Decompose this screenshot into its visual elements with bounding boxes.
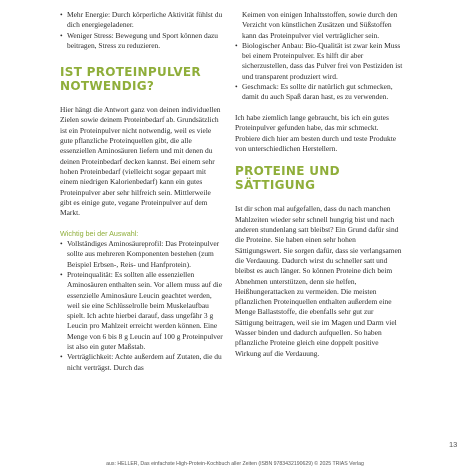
- page-number: 13: [449, 440, 458, 449]
- list-item-text: Weniger Stress: Bewegung und Sport können dazu beitragen, Stress zu reduzieren.: [67, 30, 219, 50]
- list-item: [235, 82, 403, 103]
- body-paragraph: Ist dir schon mal aufgefallen, dass du nach manchen Mahlzeiten wieder sehr schnell hungrig bist und nach anderen stundenlang satt bleibst? Ein Grund dafür sind die Proteine. Sie haben einen sehr hohen Sättigungswert. Sie sorgen dafür, dass sie verlangsamen die Verdauung. Dadurch wirst du schneller satt und bleibst es auch länger. So können Proteine dich beim Abnehmen unterstützen, denn sie helfen, Heißhungerattacken zu vermeiden. Die meisten pflanzlichen Proteinquellen enthalten außerdem eine Menge Ballaststoffe, die ebenfalls sehr gut zur Sättigung beitragen, weil sie im Magen und Darm viel Wasser binden und dadurch aufquellen. So haben pflanzliche Proteine gleich eine doppelt positive Wirkung auf die Verdauung.: [235, 204, 402, 358]
- section-heading-saettigung: PROTEINE UND SÄTTIGUNG: [235, 164, 340, 193]
- bullet-icon: •: [60, 10, 63, 19]
- criteria-list-continued: [235, 10, 403, 103]
- list-item: [60, 31, 223, 52]
- bullet-icon: •: [235, 82, 238, 92]
- list-item-text: Proteinqualität: Es sollten alle essenziellen Aminosäuren enthalten sein. Vor allem muss auf die essenzielle Aminosäure Leucin geachtet werden, weil sie eine Schlüsselrolle beim Muskelaufbau spielt. Ich achte hierbei darauf, dass ungefähr 3 g Leucin pro Mahlzeit erreicht werden können. Eine Menge von 6 bis 8 g Leucin auf 100 g Proteinpulver ist also ein guter Maßstab.: [67, 269, 223, 352]
- list-item: [235, 10, 403, 41]
- bullet-icon: •: [60, 269, 63, 279]
- benefits-list: [60, 10, 223, 51]
- body-paragraph: Ich habe ziemlich lange gebraucht, bis ich ein gutes Proteinpulver gefunden habe, das mir schmeckt. Probiere dich hier am besten durch und teste Produkte von unterschiedlichen Herstellern.: [235, 112, 397, 153]
- footer-citation: aus: HELLER, Das einfachste High-Protein-Kochbuch aller Zeiten (ISBN 9783432190629) © 2025 TRIAS Verlag: [106, 461, 364, 467]
- bullet-icon: •: [235, 40, 238, 50]
- list-item: [60, 270, 223, 352]
- list-item-text: Mehr Energie: Durch körperliche Aktivität fühlst du dich energiegeladener.: [67, 10, 223, 30]
- list-item-text: Verträglichkeit: Achte außerdem auf Zutaten, die du nicht verträgst. Durch das: [67, 352, 222, 372]
- bullet-icon: •: [60, 352, 63, 362]
- list-item: [60, 10, 223, 31]
- bullet-icon: •: [60, 239, 63, 249]
- list-item-text: Geschmack: Es sollte dir natürlich gut schmecken, damit du auch Spaß daran hast, es zu verwenden.: [242, 82, 393, 102]
- body-paragraph: Hier hängt die Antwort ganz von deinen individuellen Zielen sowie deinem Proteinbedarf ab. Grundsätzlich ist ein Proteinpulver nicht notwendig, weil es viele gute pflanzliche Proteinquellen gibt, die alle essenziellen Aminosäuren liefern und mit denen du deinen Proteinbedarf decken kannst. Bei einem sehr hohen Proteinbedarf (vielleicht sogar gepaart mit einem niedrigen Kalorienbedarf) kann ein gutes Proteinpulver aber sehr hilfreich sein. Mittlerweile gibt es einige gute, vegane Proteinpulver auf dem Markt.: [60, 105, 221, 218]
- list-item: [235, 41, 403, 82]
- right-column: [235, 10, 403, 369]
- criteria-list: [60, 239, 223, 373]
- subheading-auswahl: Wichtig bei der Auswahl:: [60, 228, 139, 238]
- list-item-text: Vollständiges Aminosäureprofil: Das Proteinpulver sollte aus mehreren Komponenten bestehen (zum Beispiel Erbsen-, Reis- und Hanfprotein).: [67, 239, 220, 269]
- section-heading-proteinpulver: IST PROTEINPULVER NOTWENDIG?: [60, 65, 201, 94]
- bullet-icon: •: [60, 30, 63, 40]
- list-item: [60, 239, 223, 270]
- list-item-text: Keimen von einigen Inhaltsstoffen, sowie durch den Verzicht von künstlichen Zusätzen und Süßstoffen kann das Proteinpulver viel verträglicher sein.: [242, 10, 398, 40]
- list-item-text: Biologischer Anbau: Bio-Qualität ist zwar kein Muss bei einem Proteinpulver. Es hilft dir aber sicherzustellen, dass das Pulver frei von Pestiziden ist und transparent produziert wird.: [242, 40, 403, 81]
- left-column: [60, 10, 223, 373]
- list-item: [60, 352, 223, 373]
